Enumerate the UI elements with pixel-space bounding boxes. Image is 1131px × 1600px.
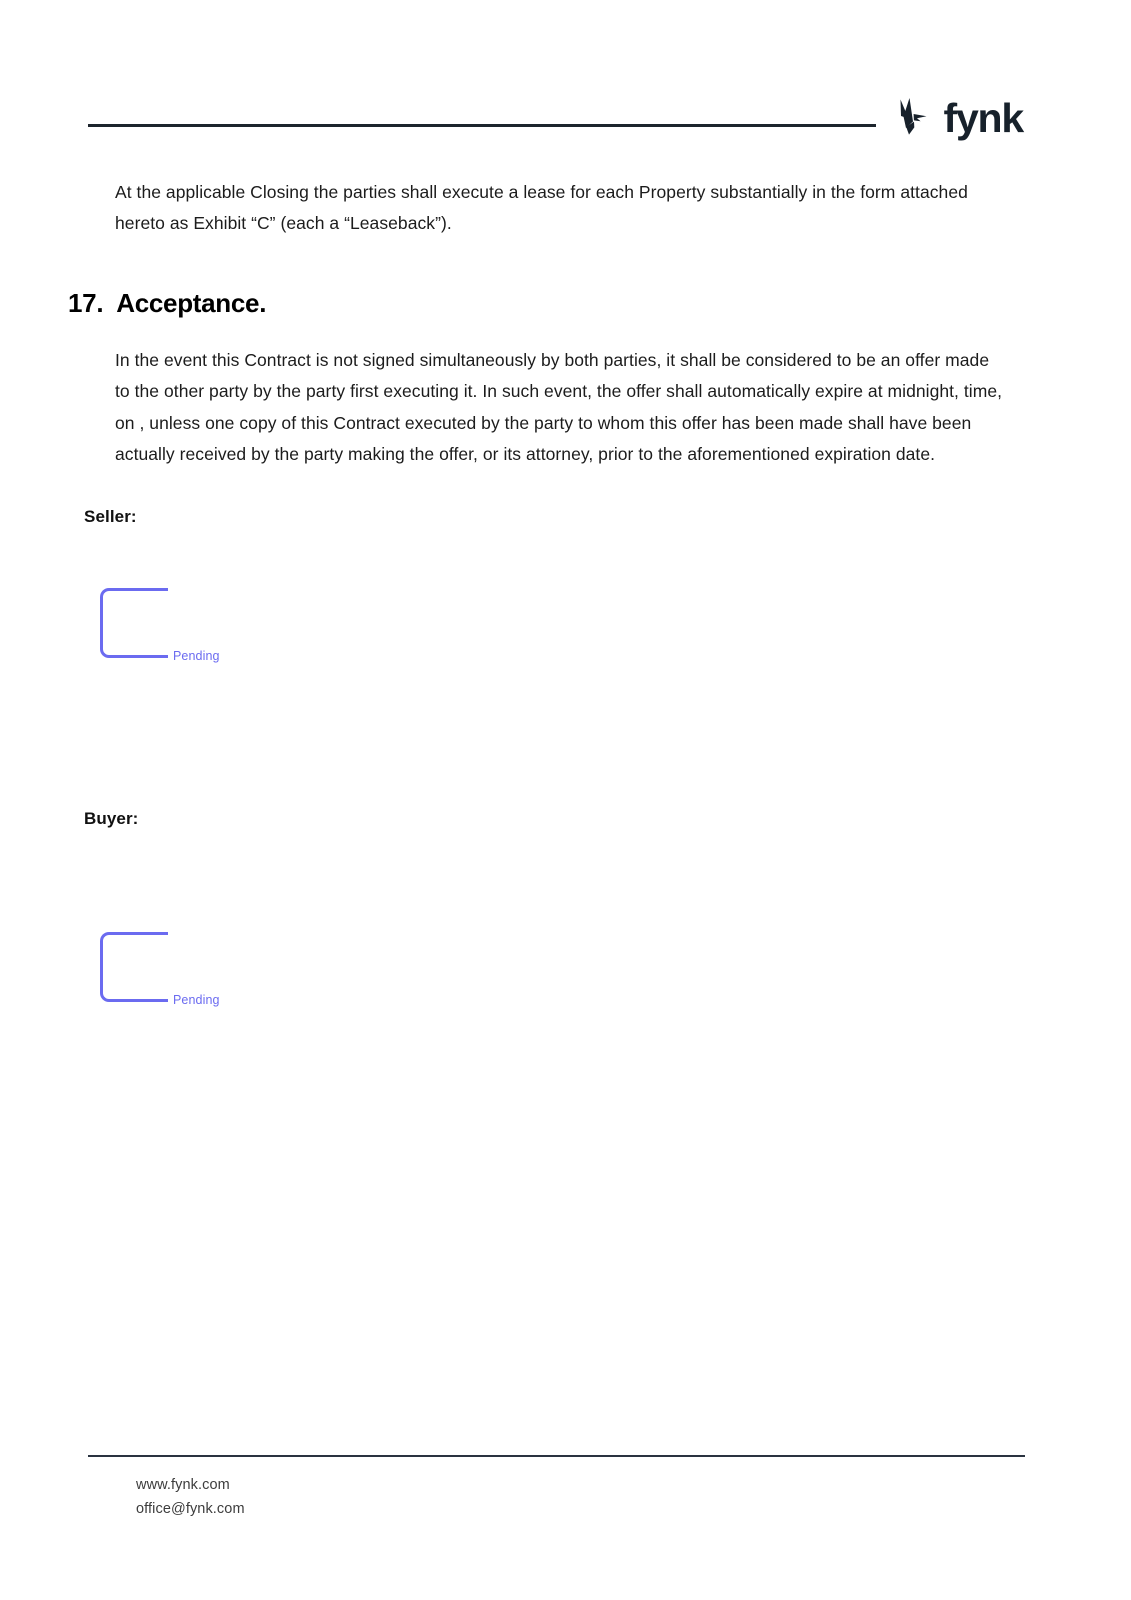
- brand-logo: [887, 94, 1023, 140]
- seller-signature-field[interactable]: [100, 588, 220, 663]
- intro-paragraph: At the applicable Closing the parties shall execute a lease for each Property substantially in the form attached hereto as Exhibit “C” (each a “Leaseback”).: [115, 181, 968, 233]
- page-header: [0, 0, 1131, 150]
- buyer-signature-field[interactable]: [100, 932, 220, 1007]
- section-paragraph: In the event this Contract is not signed simultaneously by both parties, it shall be considered to be an offer made to the other party by the party first executing it. In such event, the offer shall automatically expire at midnight, time, on , unless one copy of this Contract executed by the party to whom this offer has been made shall have been actually received by the party making the offer, or its attorney, prior to the aforementioned expiration date.: [115, 349, 1003, 464]
- page-title: [68, 288, 968, 319]
- signature-bracket-icon: [100, 932, 168, 1002]
- section-title: Acceptance.: [116, 287, 267, 318]
- brand-wordmark: fynk: [943, 94, 1023, 141]
- header-divider: [88, 124, 876, 127]
- footer-email[interactable]: office@fynk.com: [136, 1501, 245, 1517]
- seller-status-badge: Pending: [173, 649, 220, 663]
- section-number: 17.: [68, 287, 104, 318]
- footer-divider: [88, 1455, 1025, 1457]
- signature-bracket-icon: [100, 588, 168, 658]
- buyer-signature-label: Buyer:: [84, 809, 139, 828]
- footer-website[interactable]: www.fynk.com: [136, 1477, 230, 1493]
- buyer-status-badge: Pending: [173, 993, 220, 1007]
- seller-signature-label: Seller:: [84, 507, 137, 526]
- footer-contact: [136, 1473, 245, 1521]
- fynk-origami-bird-logo-icon: [887, 94, 933, 140]
